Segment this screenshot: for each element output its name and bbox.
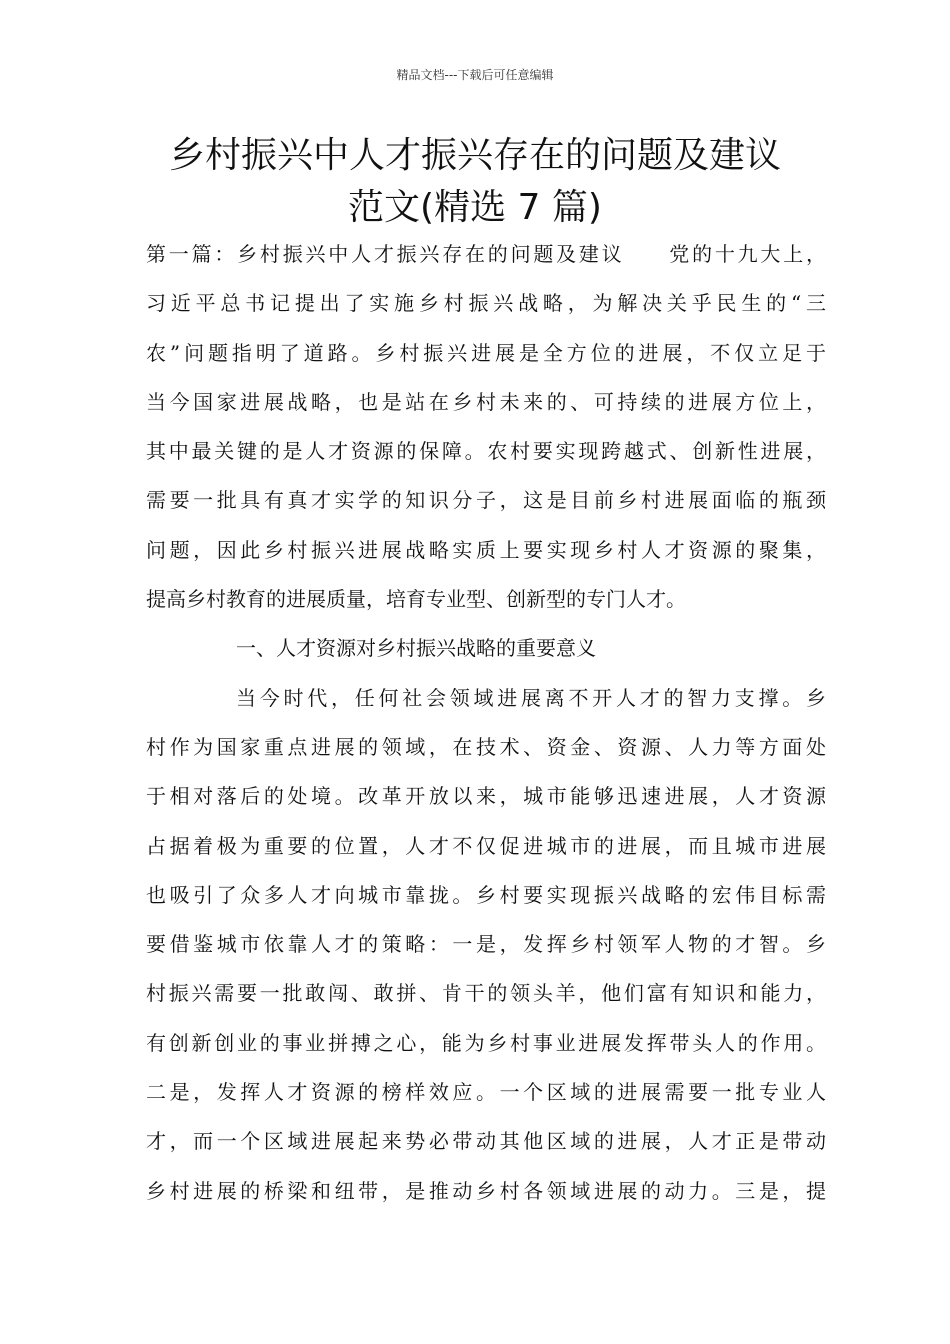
body-line-7: 问题，因此乡村振兴进展战略实质上要实现乡村人才资源的聚集， [146,537,826,562]
body-line-6: 需要一批具有真才实学的知识分子，这是目前乡村进展面临的瓶颈 [146,488,826,513]
body-line-13: 占据着极为重要的位置，人才不仅促进城市的进展，而且城市进展 [146,833,826,858]
body-line-5: 其中最关键的是人才资源的保障。农村要实现跨越式、创新性进展， [146,439,826,464]
title-line-2: 范文(精选 7 篇) [348,187,602,228]
body-line-2: 习近平总书记提出了实施乡村振兴战略，为解决关乎民生的“三 [146,291,826,316]
body-line-16: 村振兴需要一批敢闯、敢拼、肯干的领头羊，他们富有知识和能力， [146,981,826,1006]
body-line-15: 要借鉴城市依靠人才的策略：一是，发挥乡村领军人物的才智。乡 [146,932,826,957]
body-line-4: 当今国家进展战略，也是站在乡村未来的、可持续的进展方位上， [146,389,826,414]
body-line-11: 村作为国家重点进展的领域，在技术、资金、资源、人力等方面处 [146,734,826,759]
title-line-1: 乡村振兴中人才振兴存在的问题及建议 [168,135,781,176]
document-body [146,230,826,1216]
body-line-19: 才，而一个区域进展起来势必带动其他区域的进展，人才正是带动 [146,1129,826,1154]
body-line-10: 当今时代，任何社会领域进展离不开人才的智力支撑。乡 [236,685,826,710]
page-header: 精品文档---下载后可任意编辑 [396,68,554,82]
body-line-20: 乡村进展的桥梁和纽带，是推动乡村各领域进展的动力。三是，提 [146,1178,826,1203]
paragraph-text: 党的十九大上， [666,242,827,266]
body-line-8: 提高乡村教育的进展质量，培育专业型、创新型的专门人才。 [146,587,686,612]
section-heading-1: 一、人才资源对乡村振兴战略的重要意义 [236,636,596,661]
document-title [0,130,950,234]
chapter-heading: 第一篇：乡村振兴中人才振兴存在的问题及建议 [146,242,625,266]
body-line-3: 农”问题指明了道路。乡村振兴进展是全方位的进展，不仅立足于 [146,340,826,365]
body-line-18: 二是，发挥人才资源的榜样效应。一个区域的进展需要一批专业人 [146,1080,826,1105]
body-line-1 [146,230,826,279]
body-line-12: 于相对落后的处境。改革开放以来，城市能够迅速进展，人才资源 [146,784,826,809]
body-line-14: 也吸引了众多人才向城市靠拢。乡村要实现振兴战略的宏伟目标需 [146,882,826,907]
body-line-17: 有创新创业的事业拼搏之心，能为乡村事业进展发挥带头人的作用。 [146,1030,826,1055]
